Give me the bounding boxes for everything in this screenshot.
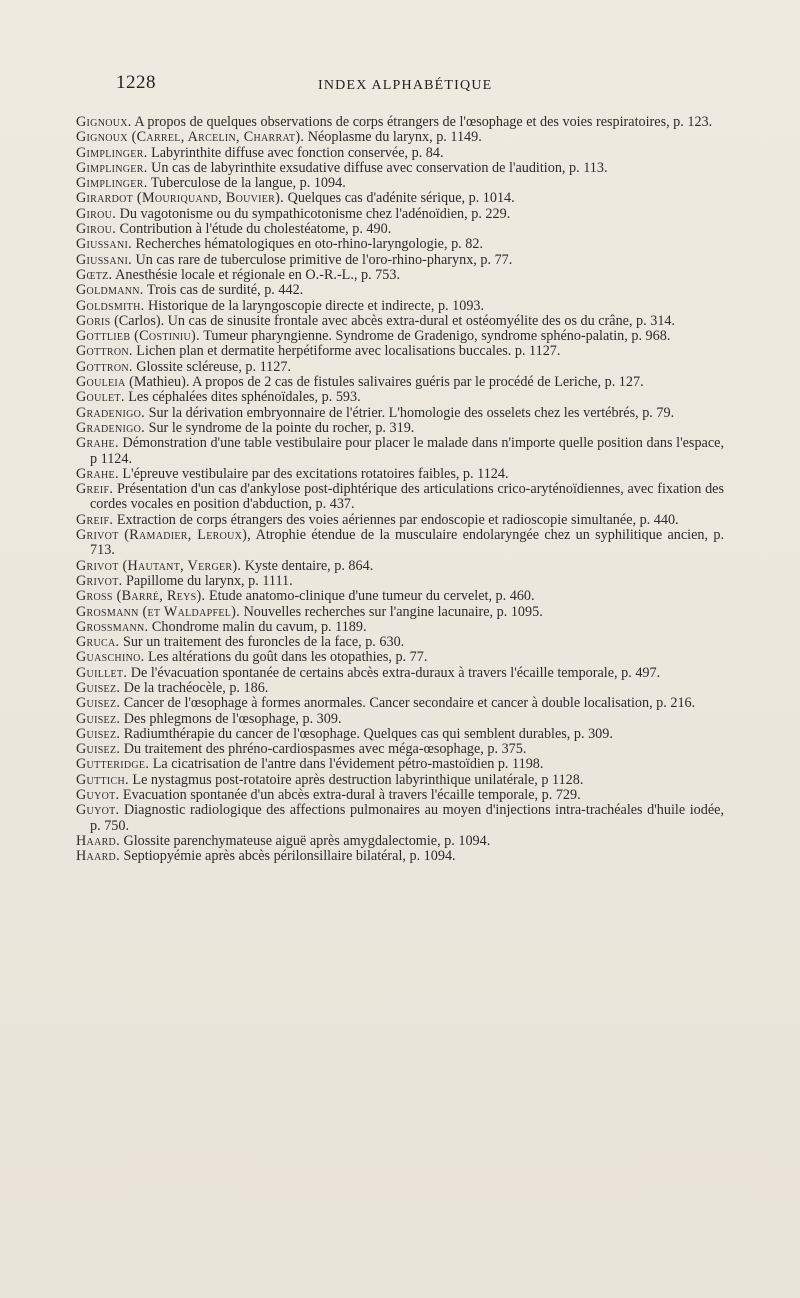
entry-author: Gradenigo. (76, 404, 146, 421)
entry-author: Guisez. (76, 695, 121, 712)
entry-text: Lichen plan et dermatite herpétiforme avec localisations buccales. p. 1127. (132, 343, 561, 360)
entry-author: Grivot. (76, 572, 123, 589)
index-entry (76, 788, 724, 803)
entry-text: Radiumthérapie du cancer de l'œsophage. Quelques cas qui semblent durables, p. 309. (120, 725, 613, 742)
entry-author: Grosmann (et Waldapfel). (76, 603, 241, 620)
entry-text: Labyrinthite diffuse avec fonction conservée, p. 84. (147, 144, 444, 161)
index-entry (76, 773, 724, 788)
entry-text: Les altérations du goût dans les otopathies, p. 77. (144, 649, 428, 666)
entry-author: Goulet. (76, 389, 125, 406)
entry-text: Néoplasme du larynx, p. 1149. (304, 129, 482, 146)
index-entry (76, 161, 724, 176)
index-entry (76, 635, 724, 650)
entry-text: Etude anatomo-clinique d'une tumeur du cervelet, p. 460. (205, 588, 535, 605)
entry-author: Guisez. (76, 710, 121, 727)
entry-text: Nouvelles recherches sur l'angine lacunaire, p. 1095. (240, 603, 543, 620)
entry-text: Sur le syndrome de la pointe du rocher, p. 319. (145, 419, 415, 436)
entry-text: Recherches hématologiques en oto-rhino-laryngologie, p. 82. (131, 236, 483, 253)
index-entry (76, 268, 724, 283)
index-entry (76, 253, 724, 268)
entry-text: Du vagotonisme ou du sympathicotonisme chez l'adénoïdien, p. 229. (116, 205, 511, 222)
index-entry (76, 696, 724, 711)
entry-text: Kyste dentaire, p. 864. (241, 557, 374, 574)
entry-text: Extraction de corps étrangers des voies aériennes par endoscopie et radioscopie simultanée, p. 440. (113, 511, 679, 528)
index-entry (76, 314, 724, 329)
index-entry (76, 237, 724, 252)
entry-text: Historique de la laryngoscopie directe et indirecte, p. 1093. (144, 297, 485, 314)
index-entry (76, 742, 724, 757)
entry-text: Trois cas de surdité, p. 442. (143, 282, 304, 299)
entry-text: Les céphalées dites sphénoïdales, p. 593. (124, 389, 361, 406)
entry-author: Grahe. (76, 435, 119, 452)
index-entry (76, 589, 724, 604)
index-entry (76, 803, 724, 834)
index-entry (76, 329, 724, 344)
entry-author: Gross (Barré, Reys). (76, 588, 206, 605)
entry-text: Des phlegmons de l'œsophage, p. 309. (120, 710, 342, 727)
index-entry (76, 559, 724, 574)
entry-text: (Mathieu). A propos de 2 cas de fistules salivaires guéris par le procédé de Leriche, p. 127. (125, 374, 644, 391)
index-entry (76, 528, 724, 559)
entry-author: Greif. (76, 511, 114, 528)
entry-text: Evacuation spontanée d'un abcès extra-dural à travers l'écaille temporale, p. 729. (119, 787, 581, 804)
entry-author: Giussani. (76, 251, 132, 268)
entry-text: Le nystagmus post-rotatoire après destruction labyrinthique unilatérale, p 1128. (128, 771, 584, 788)
entry-author: Gimplinger. (76, 144, 148, 161)
entry-author: Gradenigo. (76, 419, 146, 436)
entry-text: A propos de quelques observations de corps étrangers de l'œsophage et des voies respiratoires, p. 123. (131, 114, 713, 130)
entry-author: Haard. (76, 848, 120, 865)
page-number: 1228 (116, 72, 156, 93)
entry-author: Girou. (76, 205, 117, 222)
entry-text: Sur la dérivation embryonnaire de l'étrier. L'homologie des osselets chez les vertébrés, p. 79. (145, 404, 675, 421)
entry-author: Grivot (Ramadier, Leroux), (76, 527, 252, 544)
index-entry (76, 146, 724, 161)
entry-text: Un cas de labyrinthite exsudative diffuse avec conservation de l'audition, p. 113. (147, 159, 608, 176)
entry-text: Glossite parenchymateuse aiguë après amygdalectomie, p. 1094. (119, 832, 491, 849)
entry-text: Tumeur pharyngienne. Syndrome de Gradenigo, syndrome sphéno-palatin, p. 968. (199, 328, 671, 345)
entry-author: Goldsmith. (76, 297, 145, 314)
entry-text: Du traitement des phréno-cardiospasmes avec méga-œsophage, p. 375. (120, 741, 527, 758)
entry-author: Gottron. (76, 358, 133, 375)
entry-author: Gouleia (76, 374, 126, 391)
entry-text: Un cas rare de tuberculose primitive de l'oro-rhino-pharynx, p. 77. (131, 251, 513, 268)
index-entry (76, 283, 724, 298)
entry-text: Tuberculose de la langue, p. 1094. (147, 175, 346, 192)
index-entry (76, 482, 724, 513)
entry-author: Goris (76, 312, 111, 329)
entry-text: Papillome du larynx, p. 1111. (122, 572, 293, 589)
index-entry (76, 681, 724, 696)
index-entry (76, 574, 724, 589)
entry-author: Gœtz. (76, 266, 113, 283)
entry-author: Gruca. (76, 634, 120, 651)
entry-author: Guisez. (76, 741, 121, 758)
entry-author: Girardot (Mouriquand, Bouvier). (76, 190, 285, 207)
entry-author: Guyot. (76, 802, 120, 819)
entry-author: Gignoux (Carrel, Arcelin, Charrat). (76, 129, 305, 146)
entry-author: Giussani. (76, 236, 132, 253)
index-entry (76, 299, 724, 314)
entry-text: Glossite scléreuse, p. 1127. (132, 358, 292, 375)
index-entry (76, 406, 724, 421)
index-entry (76, 207, 724, 222)
entry-author: Gottron. (76, 343, 133, 360)
index-entry (76, 650, 724, 665)
entry-text: Chondrome malin du cavum, p. 1189. (148, 618, 367, 635)
entry-author: Grivot (Hautant, Verger). (76, 557, 242, 574)
index-entry (76, 360, 724, 375)
entry-author: Guisez. (76, 725, 121, 742)
entry-text: La cicatrisation de l'antre dans l'évidement pétro-mastoïdien p. 1198. (149, 756, 544, 773)
entry-text: Présentation d'un cas d'ankylose post-diphtérique des articulations crico-aryténoïdiennes, avec fixation des cordes vocales en position d'abduction, p. 437. (90, 481, 724, 513)
entry-author: Gignoux. (76, 114, 132, 130)
entry-author: Haard. (76, 832, 120, 849)
index-entry (76, 757, 724, 772)
entry-author: Greif. (76, 481, 114, 498)
entry-author: Guisez. (76, 679, 121, 696)
running-head: INDEX ALPHABÉTIQUE (318, 78, 493, 93)
index-entry (76, 130, 724, 145)
entry-text: Atrophie étendue de la musculaire endolaryngée chez un syphilitique ancien, p. 713. (90, 527, 724, 559)
entry-author: Guillet. (76, 664, 128, 681)
entry-author: Gimplinger. (76, 175, 148, 192)
entry-text: Diagnostic radiologique des affections pulmonaires au moyen d'injections intra-trachéales d'huile iodée, p. 750. (90, 802, 724, 834)
index-entry (76, 344, 724, 359)
index-entry (76, 727, 724, 742)
index-entry (76, 605, 724, 620)
entry-text: De la trachéocèle, p. 186. (120, 679, 269, 696)
index-entry (76, 191, 724, 206)
index-entry (76, 222, 724, 237)
entry-author: Grossmann. (76, 618, 149, 635)
entry-author: Guyot. (76, 787, 120, 804)
index-entry (76, 421, 724, 436)
entry-text: Contribution à l'étude du cholestéatome, p. 490. (116, 221, 392, 238)
entry-text: (Carlos). Un cas de sinusite frontale avec abcès extra-dural et ostéomyélite des os du crâne, p. 314. (110, 312, 676, 329)
index-entry (76, 176, 724, 191)
entry-text: De l'évacuation spontanée de certains abcès extra-duraux à travers l'écaille temporale, p. 497. (127, 664, 661, 681)
index-entry (76, 849, 724, 864)
index-entry (76, 375, 724, 390)
index-entry (76, 115, 724, 130)
index-entry (76, 712, 724, 727)
entry-text: Quelques cas d'adénite sérique, p. 1014. (284, 190, 515, 207)
entry-text: Cancer de l'œsophage à formes anormales. Cancer secondaire et cancer à double localisation, p. 216. (120, 695, 696, 712)
index-entry (76, 390, 724, 405)
entry-author: Gutteridge. (76, 756, 150, 773)
entry-text: Démonstration d'une table vestibulaire pour placer le malade dans n'importe quelle position dans l'espace, p 1124. (90, 435, 724, 467)
entry-author: Guaschino. (76, 649, 145, 666)
entry-text: Septiopyémie après abcès périlonsillaire bilatéral, p. 1094. (119, 848, 456, 865)
index-entry (76, 666, 724, 681)
index-entry (76, 834, 724, 849)
entry-text: Sur un traitement des furoncles de la face, p. 630. (119, 634, 405, 651)
index-entries (76, 115, 724, 865)
entry-author: Grahe. (76, 465, 119, 482)
entry-author: Gottlieb (Costiniu). (76, 328, 200, 345)
entry-author: Girou. (76, 221, 117, 238)
index-entry (76, 467, 724, 482)
entry-author: Gimplinger. (76, 159, 148, 176)
entry-text: L'épreuve vestibulaire par des excitations rotatoires faibles, p. 1124. (118, 465, 509, 482)
index-entry (76, 513, 724, 528)
entry-author: Guttich. (76, 771, 129, 788)
index-entry (76, 620, 724, 635)
entry-author: Goldmann. (76, 282, 144, 299)
entry-text: Anesthésie locale et régionale en O.-R.-L., p. 753. (112, 266, 401, 283)
index-entry (76, 436, 724, 467)
